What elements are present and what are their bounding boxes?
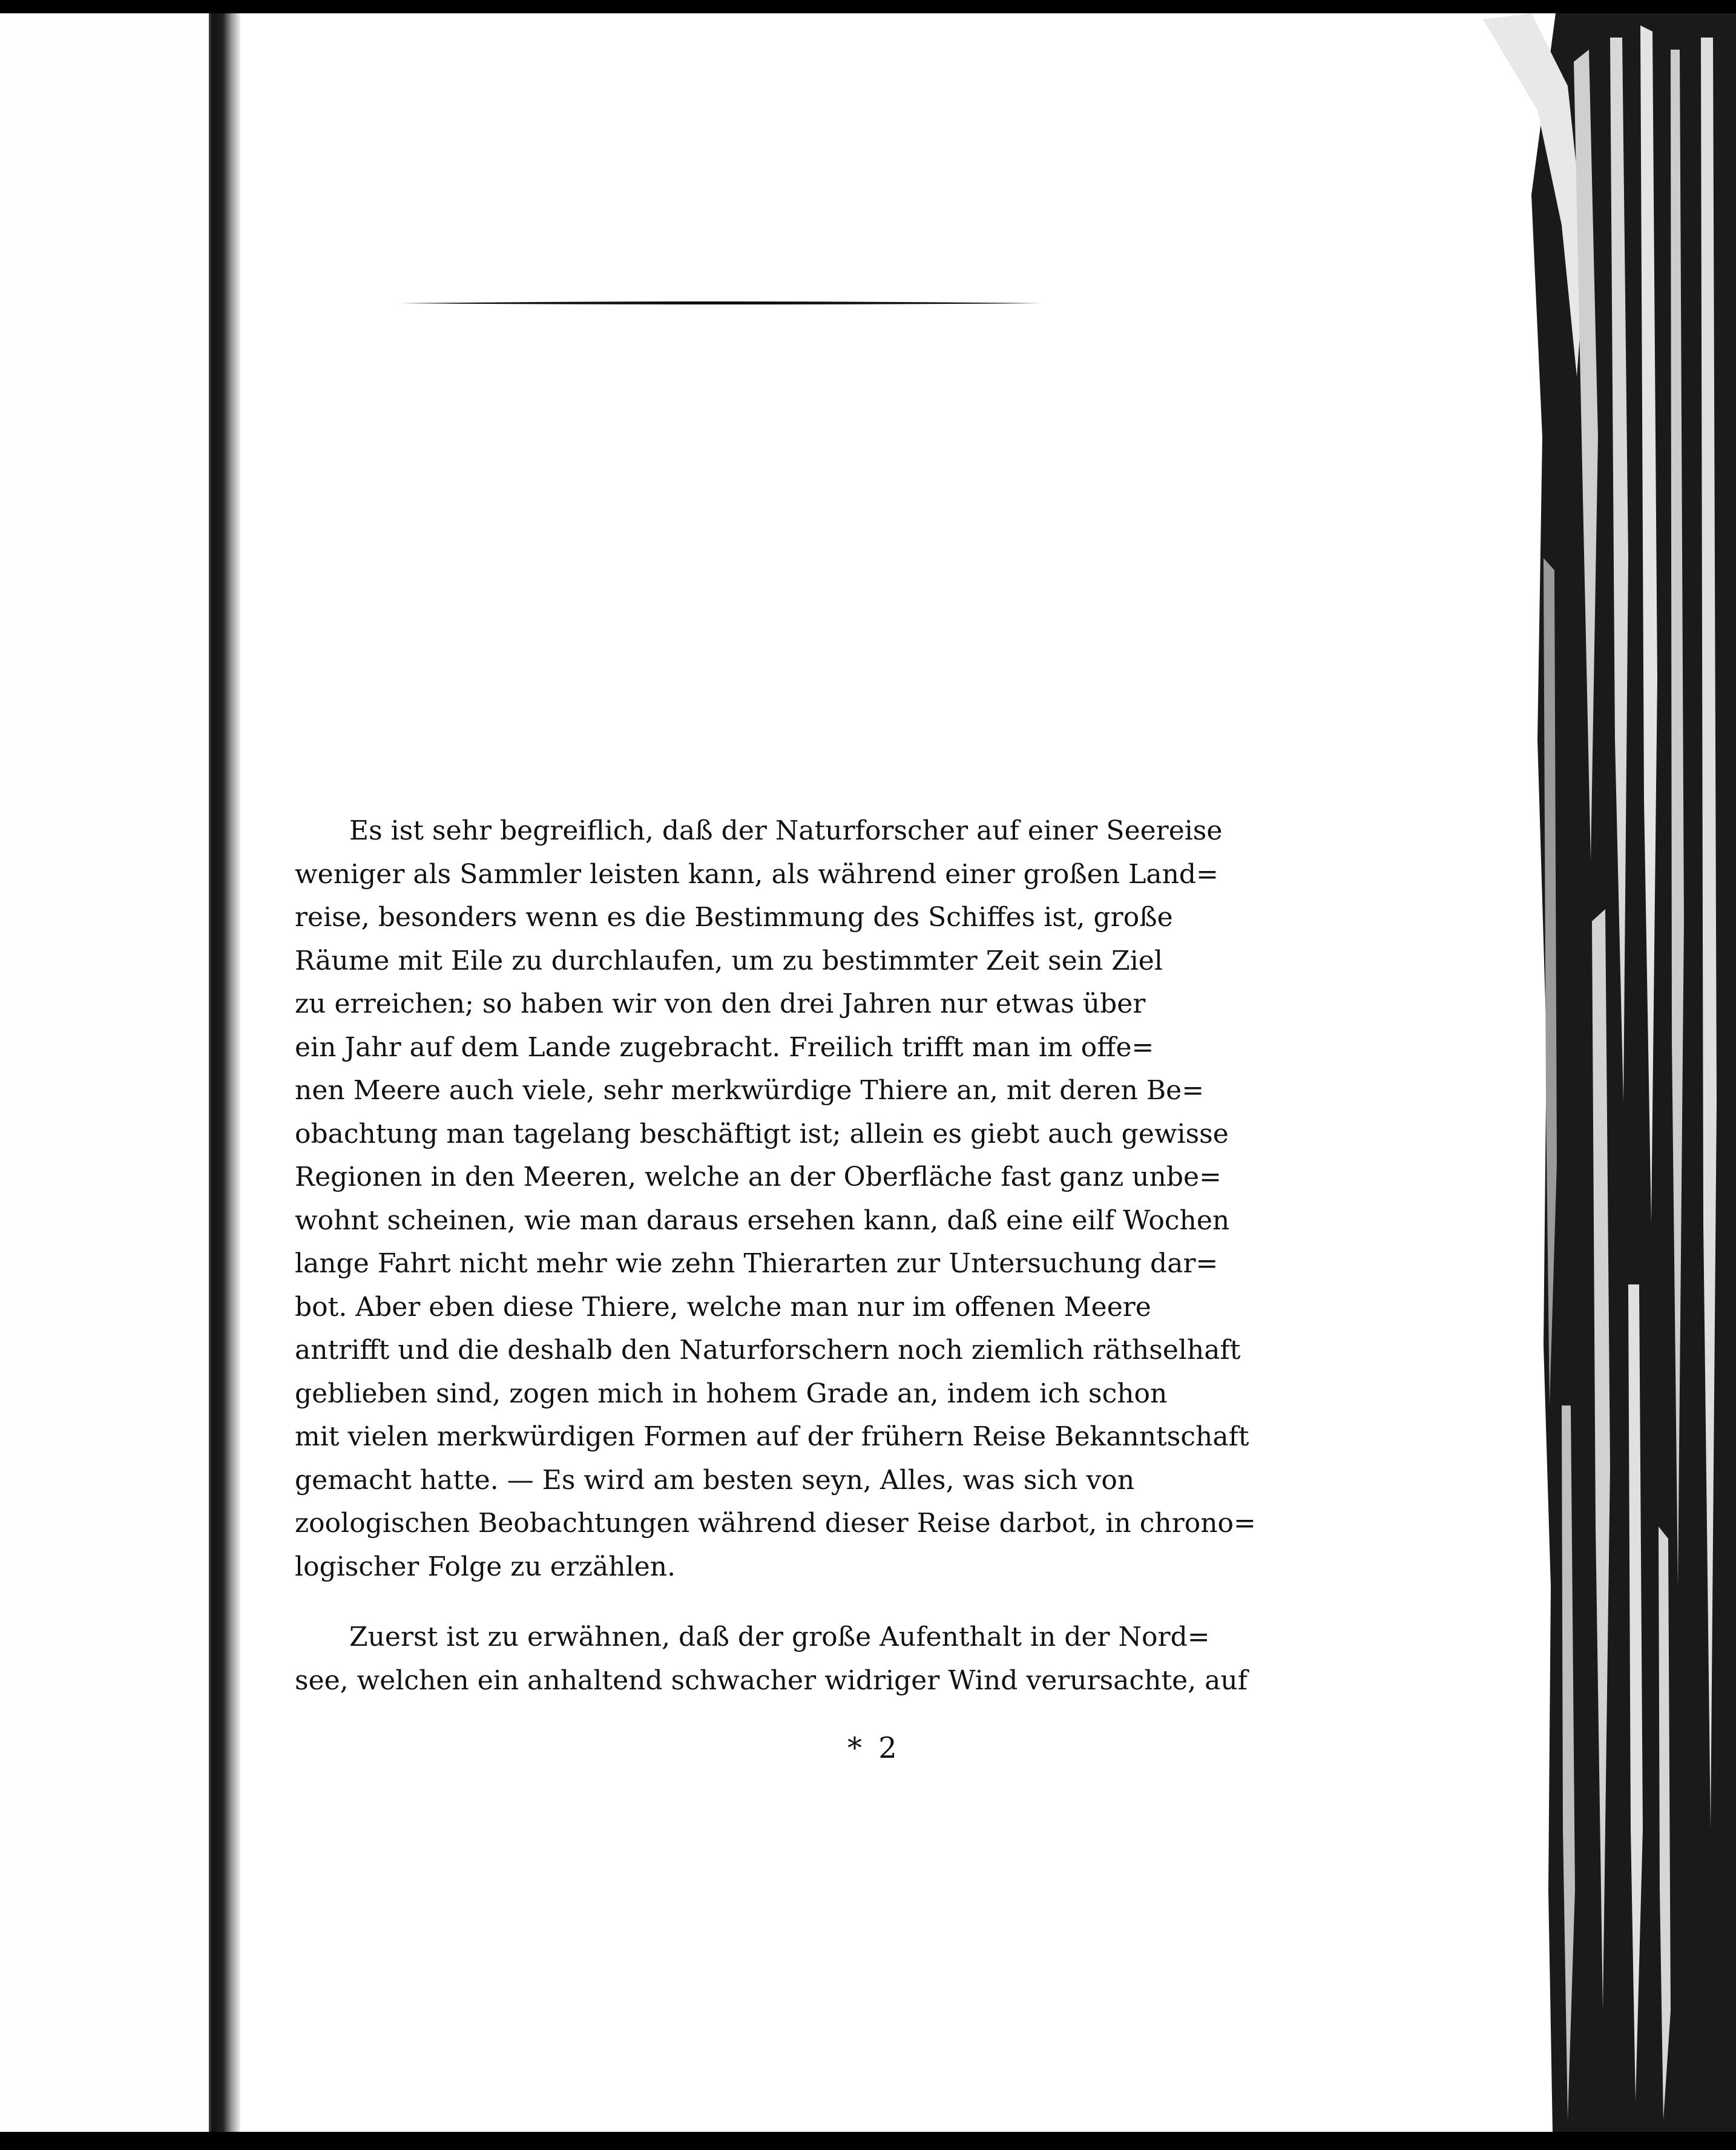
text-line: weniger als Sammler leisten kann, als während einer großen Land=: [295, 858, 1218, 890]
text-line: zoologischen Beobachtungen während dieser Reise darbot, in chrono=: [295, 1508, 1256, 1539]
text-line: ein Jahr auf dem Lande zugebracht. Freilich trifft man im offe=: [295, 1031, 1154, 1063]
text-line: see, welchen ein anhaltend schwacher widriger Wind verursachte, auf: [295, 1665, 1248, 1696]
text-line: nen Meere auch viele, sehr merkwürdige Thiere an, mit deren Be=: [295, 1075, 1205, 1106]
text-line: Zuerst ist zu erwähnen, daß der große Aufenthalt in der Nord=: [349, 1622, 1210, 1652]
text-line: gemacht hatte. — Es wird am besten seyn, Alles, was sich von: [295, 1464, 1135, 1496]
text-line: Räume mit Eile zu durchlaufen, um zu bestimmter Zeit sein Ziel: [295, 945, 1163, 976]
text-line: geblieben sind, zogen mich in hohem Grade an, indem ich schon: [295, 1378, 1168, 1409]
text-line: zu erreichen; so haben wir von den drei Jahren nur etwas über: [295, 988, 1146, 1019]
page-edges-image: [1447, 13, 1736, 2132]
text-line: logischer Folge zu erzählen.: [295, 1551, 676, 1582]
left-facing-page: [0, 13, 211, 2132]
signature-mark: * 2: [847, 1731, 901, 1765]
decorative-rule: [399, 300, 1041, 306]
text-line: Es ist sehr begreiflich, daß der Naturforscher auf einer Seereise: [349, 815, 1223, 846]
text-line: bot. Aber eben diese Thiere, welche man nur im offenen Meere: [295, 1291, 1151, 1323]
text-line: antrifft und die deshalb den Naturforschern noch ziemlich räthselhaft: [295, 1335, 1241, 1366]
text-line: reise, besonders wenn es die Bestimmung des Schiffes ist, große: [295, 902, 1173, 933]
body-text: [295, 809, 1256, 1702]
text-line: wohnt scheinen, wie man daraus ersehen kann, daß eine eilf Wochen: [295, 1205, 1230, 1236]
book-gutter: [211, 13, 240, 2132]
text-line: mit vielen merkwürdigen Formen auf der frühern Reise Bekanntschaft: [295, 1421, 1249, 1452]
paragraph-gap: [295, 1588, 1109, 1616]
text-line: lange Fahrt nicht mehr wie zehn Thierarten zur Untersuchung dar=: [295, 1248, 1218, 1279]
text-line: obachtung man tagelang beschäftigt ist; allein es giebt auch gewisse: [295, 1118, 1229, 1149]
text-line: Regionen in den Meeren, welche an der Oberfläche fast ganz unbe=: [295, 1162, 1221, 1192]
